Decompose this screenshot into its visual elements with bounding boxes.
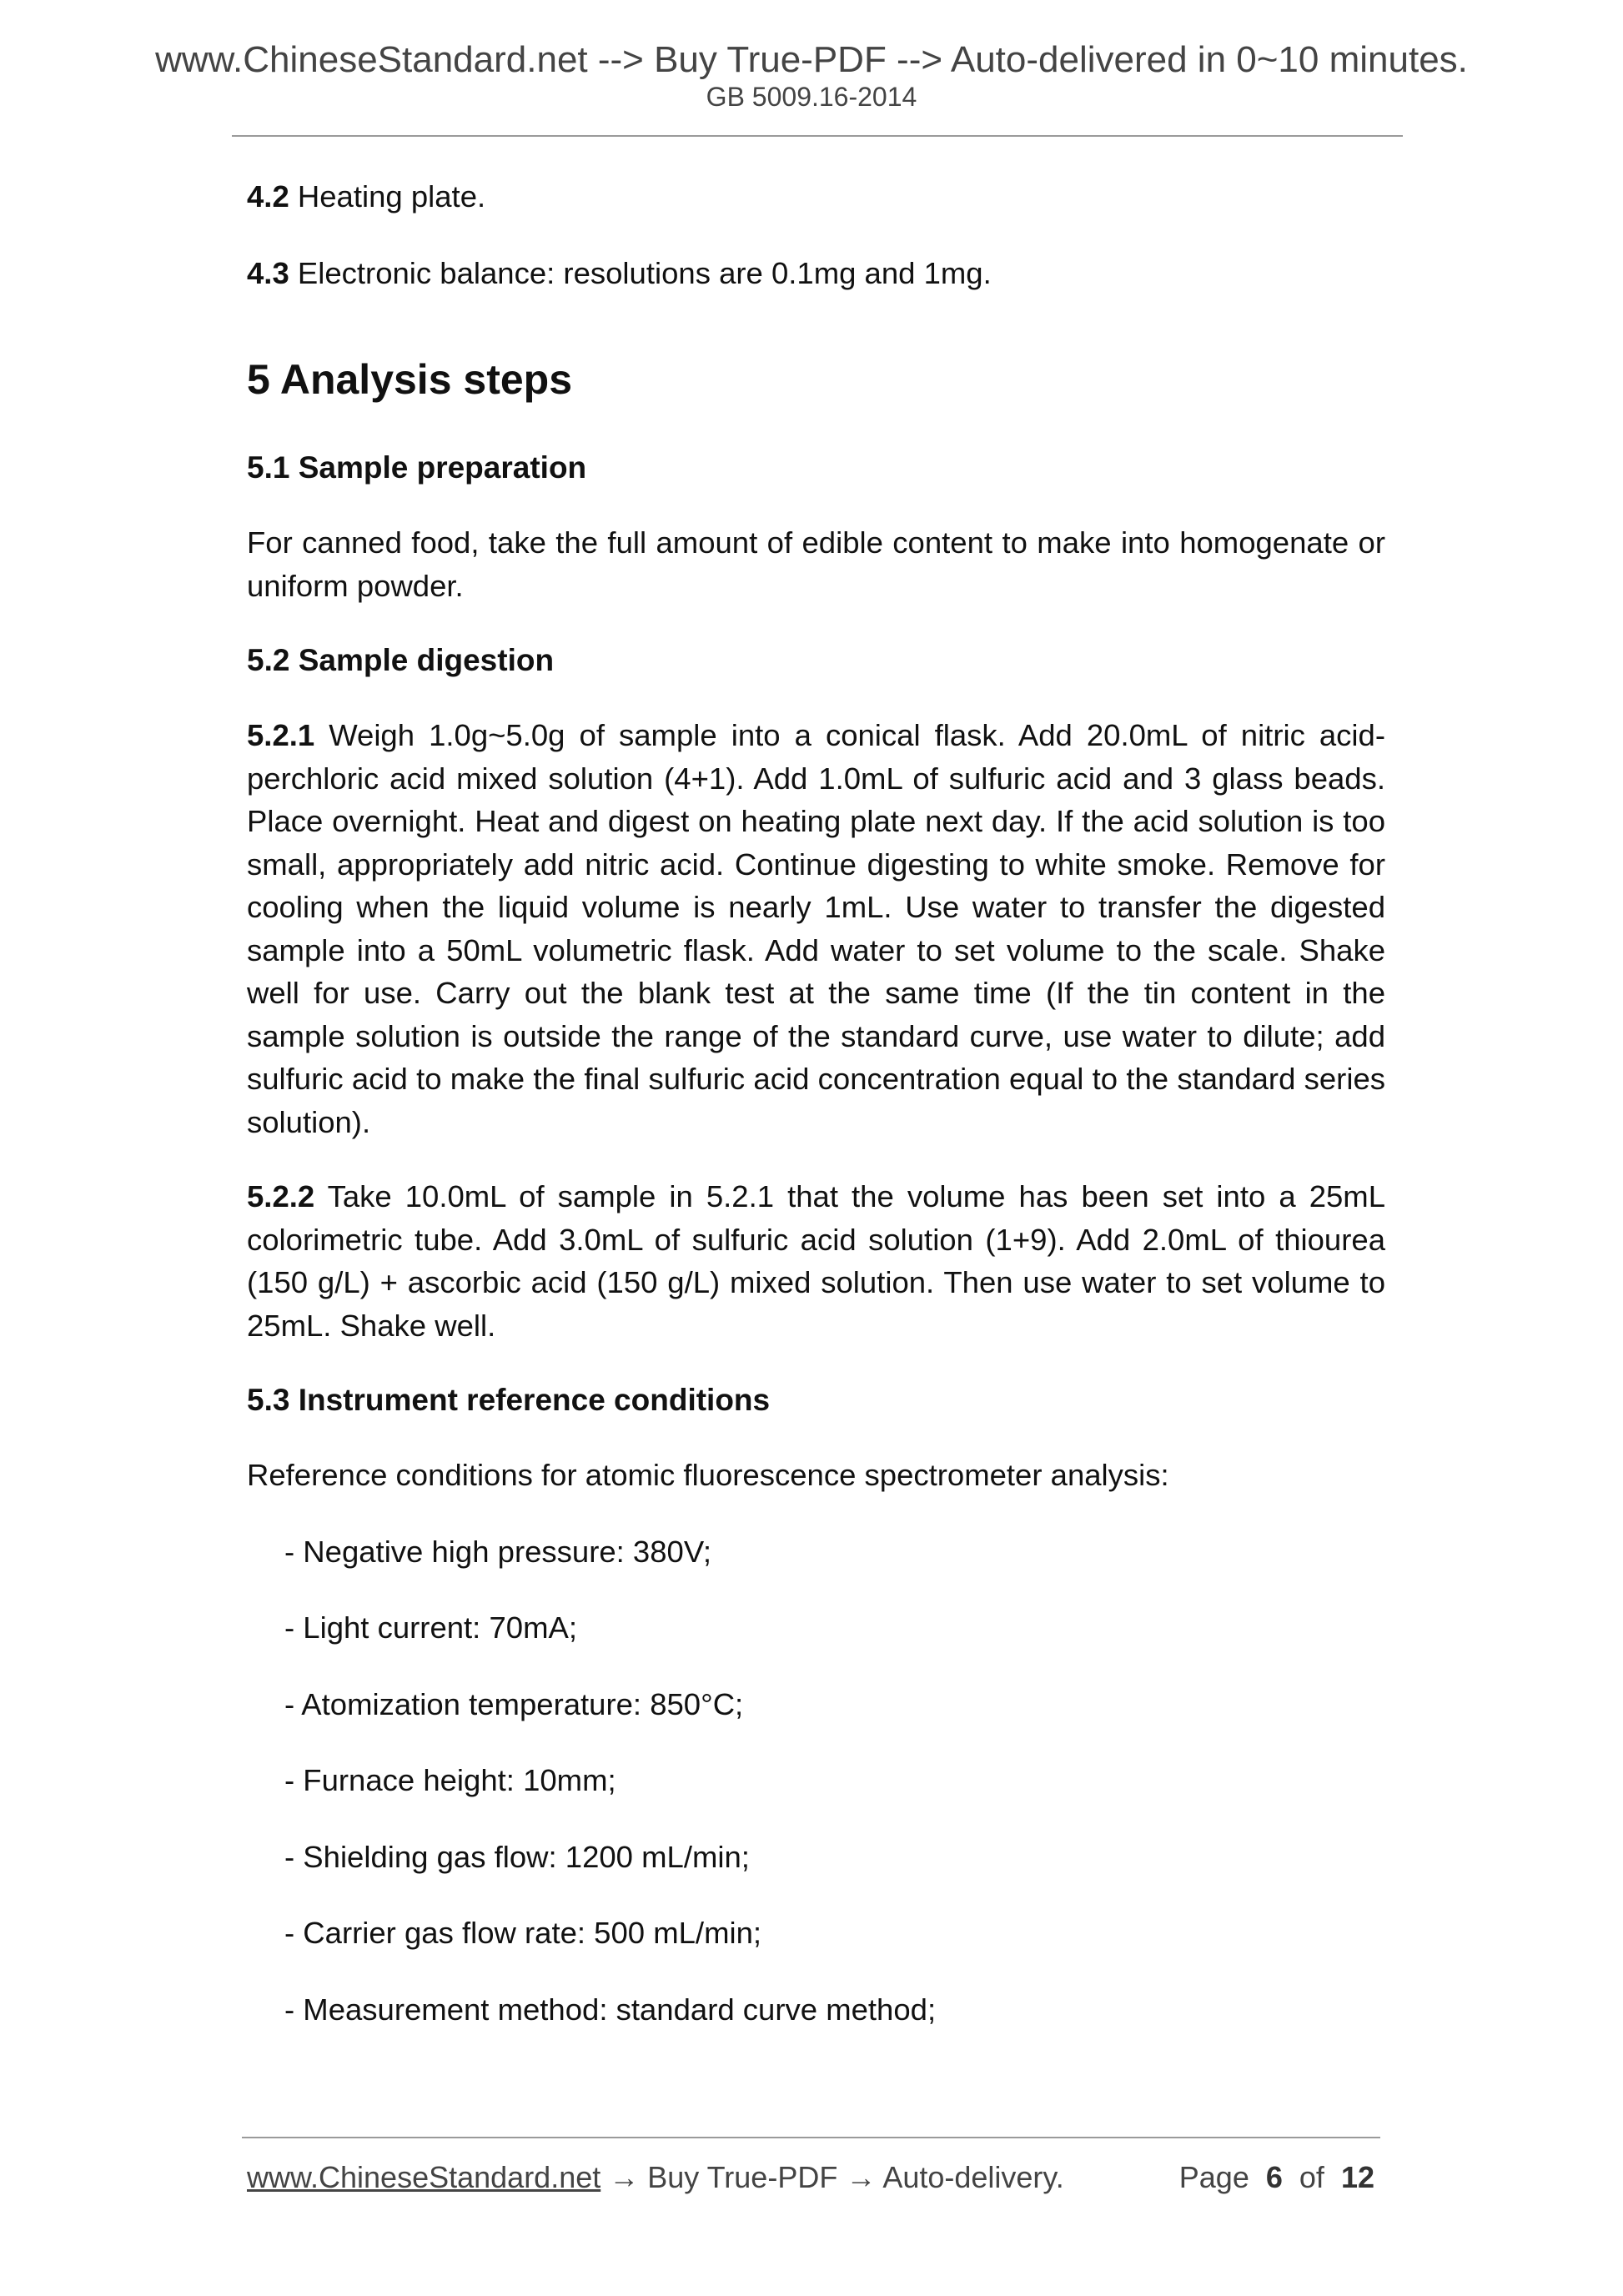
clause-text: Heating plate. [289, 179, 486, 214]
section-5-title: 5 Analysis steps [247, 356, 573, 403]
subsection-5-1-text: For canned food, take the full amount of edible content to make into homogenate or uniform powder. [247, 525, 1385, 603]
subsection-5-3-intro: Reference conditions for atomic fluorescence spectrometer analysis: [247, 1458, 1169, 1492]
condition-item: - Atomization temperature: 850°C; [284, 1686, 744, 1721]
clause-number: 5.2.2 [247, 1179, 315, 1213]
clause-5-2-1 [247, 714, 1385, 1143]
clause-5-2-2 [247, 1175, 1385, 1347]
footer-promo-text: → Buy True-PDF → Auto-delivery. [600, 2160, 1064, 2194]
clause-text: Weigh 1.0g~5.0g of sample into a conical flask. Add 20.0mL of nitric acid-perchloric acid mixed solution (4+1). Add 1.0mL of sulfuric acid and 3 glass beads. Place overnight. Heat and digest on heating plate next day. If the acid solution is too small, appropriately add nitric acid. Continue digesting to white smoke. Remove for cooling when the liquid volume is nearly 1mL. Use water to transfer the digested sample into a 50mL volumetric flask. Add water to set volume to the scale. Shake well for use. Carry out the blank test at the same time (If the tin content in the sample solution is outside the range of the standard curve, use water to dilute; add sulfuric acid to make the final sulfuric acid concentration equal to the standard series solution). [247, 718, 1385, 1139]
clause-text: Electronic balance: resolutions are 0.1mg and 1mg. [289, 255, 992, 290]
header-divider [232, 135, 1403, 137]
condition-item: - Light current: 70mA; [284, 1610, 577, 1645]
header-banner: www.ChineseStandard.net --> Buy True-PDF --> Auto-delivered in 0~10 minutes. [155, 39, 1468, 80]
condition-item: - Negative high pressure: 380V; [284, 1534, 711, 1569]
subsection-5-2-title: 5.2 Sample digestion [247, 643, 555, 677]
clause-4-3 [247, 252, 1385, 295]
standard-code: GB 5009.16-2014 [706, 82, 917, 112]
clause-number: 5.2.1 [247, 718, 315, 752]
clause-4-2 [247, 175, 1385, 219]
condition-item: - Carrier gas flow rate: 500 mL/min; [284, 1916, 762, 1950]
footer-divider [242, 2137, 1380, 2138]
condition-item: - Measurement method: standard curve method; [284, 1992, 937, 2027]
page-total: 12 [1340, 2160, 1374, 2194]
of-label: of [1299, 2160, 1324, 2194]
page-number: 6 [1265, 2160, 1283, 2194]
page-indicator [1179, 2160, 1374, 2195]
document-body [247, 175, 1385, 2031]
subsection-5-3-title: 5.3 Instrument reference conditions [247, 1383, 771, 1417]
footer-promo [247, 2160, 1064, 2195]
clause-number: 4.2 [247, 179, 289, 214]
clause-number: 4.3 [247, 255, 289, 290]
page-label: Page [1178, 2160, 1249, 2194]
footer-site-link[interactable]: www.ChineseStandard.net [247, 2160, 601, 2194]
subsection-5-1-title: 5.1 Sample preparation [247, 450, 587, 485]
condition-item: - Furnace height: 10mm; [284, 1763, 616, 1797]
clause-text: Take 10.0mL of sample in 5.2.1 that the volume has been set into a 25mL colorimetric tube. Add 3.0mL of sulfuric acid solution (1+9). Add 2.0mL of thiourea (150 g/L) + ascorbic acid (150 g/L) mixed solution. Then use water to set volume to 25mL. Shake well. [247, 1179, 1385, 1343]
condition-item: - Shielding gas flow: 1200 mL/min; [284, 1839, 750, 1874]
